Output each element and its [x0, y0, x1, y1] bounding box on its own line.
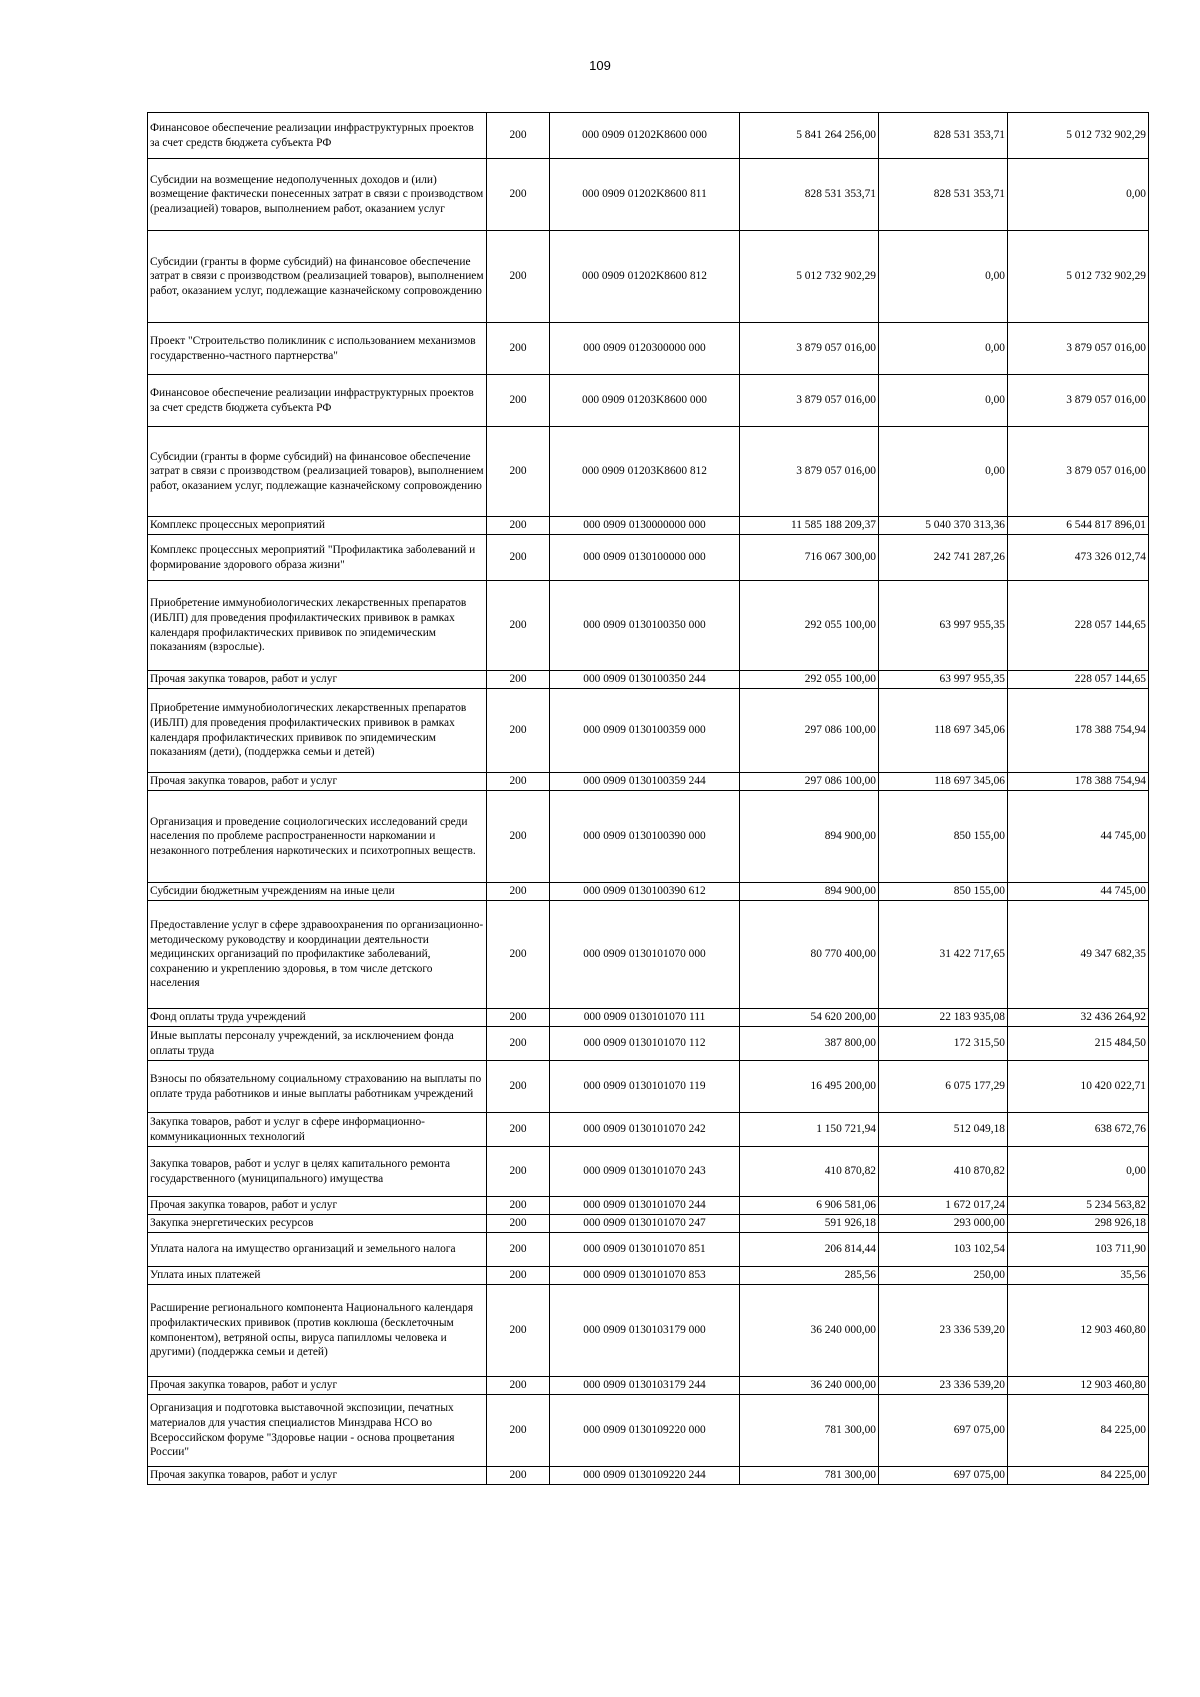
table-row: [148, 1233, 1149, 1267]
row-code: 200: [487, 535, 550, 581]
row-code: 200: [487, 1233, 550, 1267]
row-executed: 23 336 539,20: [879, 1285, 1008, 1377]
row-unexecuted: 44 745,00: [1008, 791, 1149, 883]
row-code: 200: [487, 1377, 550, 1395]
table-row: [148, 113, 1149, 159]
row-code: 200: [487, 671, 550, 689]
row-classification: 000 0909 0130100000 000: [550, 535, 740, 581]
row-executed: 242 741 287,26: [879, 535, 1008, 581]
row-executed: 850 155,00: [879, 883, 1008, 901]
row-name: Прочая закупка товаров, работ и услуг: [148, 671, 487, 689]
row-unexecuted: 84 225,00: [1008, 1395, 1149, 1467]
table-row: [148, 1027, 1149, 1061]
row-executed: 250,00: [879, 1267, 1008, 1285]
row-approved: 894 900,00: [740, 883, 879, 901]
row-classification: 000 0909 0130103179 244: [550, 1377, 740, 1395]
table-row: [148, 159, 1149, 231]
row-classification: 000 0909 0130100350 244: [550, 671, 740, 689]
row-name: Прочая закупка товаров, работ и услуг: [148, 1377, 487, 1395]
table-row: [148, 1147, 1149, 1197]
row-classification: 000 0909 0130101070 244: [550, 1197, 740, 1215]
table-row: [148, 517, 1149, 535]
row-code: 200: [487, 231, 550, 323]
row-classification: 000 0909 0130101070 119: [550, 1061, 740, 1113]
row-name: Закупка товаров, работ и услуг в целях капитального ремонта государственного (муниципального) имущества: [148, 1147, 487, 1197]
row-approved: 591 926,18: [740, 1215, 879, 1233]
row-code: 200: [487, 883, 550, 901]
row-approved: 16 495 200,00: [740, 1061, 879, 1113]
row-approved: 11 585 188 209,37: [740, 517, 879, 535]
row-name: Финансовое обеспечение реализации инфраструктурных проектов за счет средств бюджета субъекта РФ: [148, 375, 487, 427]
row-classification: 000 0909 0130101070 112: [550, 1027, 740, 1061]
row-name: Закупка энергетических ресурсов: [148, 1215, 487, 1233]
row-executed: 0,00: [879, 375, 1008, 427]
row-classification: 000 0909 01202K8600 811: [550, 159, 740, 231]
row-name: Приобретение иммунобиологических лекарственных препаратов (ИБЛП) для проведения профилактических прививок в рамках календаря профилактических прививок по эпидемическим показаниям (дети), (поддержка семьи и детей): [148, 689, 487, 773]
row-code: 200: [487, 427, 550, 517]
row-name: Субсидии (гранты в форме субсидий) на финансовое обеспечение затрат в связи с производством (реализацией товаров), выполнением работ, оказанием услуг, подлежащие казначейскому сопровождению: [148, 427, 487, 517]
row-classification: 000 0909 0130100390 612: [550, 883, 740, 901]
row-unexecuted: 638 672,76: [1008, 1113, 1149, 1147]
row-executed: 63 997 955,35: [879, 581, 1008, 671]
row-executed: 23 336 539,20: [879, 1377, 1008, 1395]
row-classification: 000 0909 0130109220 000: [550, 1395, 740, 1467]
row-classification: 000 0909 0130100390 000: [550, 791, 740, 883]
row-approved: 297 086 100,00: [740, 773, 879, 791]
row-name: Уплата иных платежей: [148, 1267, 487, 1285]
row-name: Взносы по обязательному социальному страхованию на выплаты по оплате труда работников и иные выплаты работникам учреждений: [148, 1061, 487, 1113]
row-approved: 3 879 057 016,00: [740, 323, 879, 375]
table-row: [148, 1267, 1149, 1285]
row-executed: 410 870,82: [879, 1147, 1008, 1197]
row-name: Организация и подготовка выставочной экспозиции, печатных материалов для участия специалистов Минздрава НСО во Всероссийском форуме "Здоровье нации - основа процветания России": [148, 1395, 487, 1467]
row-executed: 512 049,18: [879, 1113, 1008, 1147]
row-approved: 1 150 721,94: [740, 1113, 879, 1147]
table-row: [148, 1395, 1149, 1467]
row-approved: 297 086 100,00: [740, 689, 879, 773]
row-unexecuted: 0,00: [1008, 159, 1149, 231]
table-row: [148, 1467, 1149, 1485]
table-row: [148, 1061, 1149, 1113]
row-approved: 285,56: [740, 1267, 879, 1285]
table-row: [148, 1285, 1149, 1377]
row-code: 200: [487, 159, 550, 231]
row-classification: 000 0909 0130100359 000: [550, 689, 740, 773]
row-unexecuted: 10 420 022,71: [1008, 1061, 1149, 1113]
row-code: 200: [487, 1285, 550, 1377]
row-approved: 894 900,00: [740, 791, 879, 883]
row-approved: 781 300,00: [740, 1467, 879, 1485]
row-executed: 0,00: [879, 323, 1008, 375]
table-row: [148, 1197, 1149, 1215]
table-row: [148, 791, 1149, 883]
row-name: Приобретение иммунобиологических лекарственных препаратов (ИБЛП) для проведения профилактических прививок в рамках календаря профилактических прививок по эпидемическим показаниям (взрослые).: [148, 581, 487, 671]
table-row: [148, 375, 1149, 427]
row-name: Фонд оплаты труда учреждений: [148, 1009, 487, 1027]
row-unexecuted: 44 745,00: [1008, 883, 1149, 901]
row-executed: 22 183 935,08: [879, 1009, 1008, 1027]
row-code: 200: [487, 1215, 550, 1233]
row-code: 200: [487, 773, 550, 791]
row-name: Организация и проведение социологических исследований среди населения по проблеме распространенности наркомании и незаконного потребления наркотических и психотропных веществ.: [148, 791, 487, 883]
row-unexecuted: 178 388 754,94: [1008, 773, 1149, 791]
table-row: [148, 1009, 1149, 1027]
table-row: [148, 323, 1149, 375]
row-code: 200: [487, 1197, 550, 1215]
row-executed: 828 531 353,71: [879, 159, 1008, 231]
row-unexecuted: 3 879 057 016,00: [1008, 323, 1149, 375]
row-classification: 000 0909 0130103179 000: [550, 1285, 740, 1377]
row-name: Уплата налога на имущество организаций и земельного налога: [148, 1233, 487, 1267]
row-name: Субсидии на возмещение недополученных доходов и (или) возмещение фактически понесенных затрат в связи с производством (реализацией) товаров, выполнением работ, оказанием услуг: [148, 159, 487, 231]
row-name: Проект "Строительство поликлиник с использованием механизмов государственно-частного партнерства": [148, 323, 487, 375]
row-approved: 716 067 300,00: [740, 535, 879, 581]
row-code: 200: [487, 1147, 550, 1197]
row-executed: 5 040 370 313,36: [879, 517, 1008, 535]
row-unexecuted: 12 903 460,80: [1008, 1285, 1149, 1377]
table-row: [148, 671, 1149, 689]
row-name: Субсидии бюджетным учреждениям на иные цели: [148, 883, 487, 901]
row-classification: 000 0909 0130101070 247: [550, 1215, 740, 1233]
row-classification: 000 0909 0130000000 000: [550, 517, 740, 535]
table-row: [148, 1215, 1149, 1233]
table-row: [148, 901, 1149, 1009]
row-approved: 6 906 581,06: [740, 1197, 879, 1215]
row-classification: 000 0909 0130101070 000: [550, 901, 740, 1009]
row-classification: 000 0909 01203K8600 000: [550, 375, 740, 427]
row-executed: 6 075 177,29: [879, 1061, 1008, 1113]
row-unexecuted: 0,00: [1008, 1147, 1149, 1197]
row-executed: 850 155,00: [879, 791, 1008, 883]
row-approved: 387 800,00: [740, 1027, 879, 1061]
table-row: [148, 427, 1149, 517]
table-row: [148, 773, 1149, 791]
row-name: Предоставление услуг в сфере здравоохранения по организационно-методическому руководству и координации деятельности медицинских организаций по профилактике заболеваний, сохранению и укреплению здоровья, в том числе детского населения: [148, 901, 487, 1009]
row-approved: 5 012 732 902,29: [740, 231, 879, 323]
row-classification: 000 0909 0130101070 242: [550, 1113, 740, 1147]
row-approved: 206 814,44: [740, 1233, 879, 1267]
row-executed: 31 422 717,65: [879, 901, 1008, 1009]
row-executed: 828 531 353,71: [879, 113, 1008, 159]
row-classification: 000 0909 0130101070 853: [550, 1267, 740, 1285]
row-unexecuted: 35,56: [1008, 1267, 1149, 1285]
row-unexecuted: 12 903 460,80: [1008, 1377, 1149, 1395]
row-approved: 54 620 200,00: [740, 1009, 879, 1027]
row-name: Финансовое обеспечение реализации инфраструктурных проектов за счет средств бюджета субъекта РФ: [148, 113, 487, 159]
row-executed: 697 075,00: [879, 1395, 1008, 1467]
row-name: Прочая закупка товаров, работ и услуг: [148, 1197, 487, 1215]
row-executed: 172 315,50: [879, 1027, 1008, 1061]
row-approved: 5 841 264 256,00: [740, 113, 879, 159]
row-code: 200: [487, 1467, 550, 1485]
row-unexecuted: 5 012 732 902,29: [1008, 113, 1149, 159]
row-name: Расширение регионального компонента Национального календаря профилактических прививок (против коклюша (бесклеточным компонентом), ветряной оспы, вируса папилломы человека и другими) (поддержка семьи и детей): [148, 1285, 487, 1377]
row-classification: 000 0909 0130101070 851: [550, 1233, 740, 1267]
row-classification: 000 0909 0130101070 111: [550, 1009, 740, 1027]
row-approved: 410 870,82: [740, 1147, 879, 1197]
row-unexecuted: 215 484,50: [1008, 1027, 1149, 1061]
row-name: Иные выплаты персоналу учреждений, за исключением фонда оплаты труда: [148, 1027, 487, 1061]
row-name: Комплекс процессных мероприятий: [148, 517, 487, 535]
row-code: 200: [487, 791, 550, 883]
row-name: Закупка товаров, работ и услуг в сфере информационно-коммуникационных технологий: [148, 1113, 487, 1147]
row-executed: 0,00: [879, 427, 1008, 517]
table-body: [148, 113, 1149, 1485]
row-unexecuted: 298 926,18: [1008, 1215, 1149, 1233]
row-executed: 103 102,54: [879, 1233, 1008, 1267]
row-code: 200: [487, 1061, 550, 1113]
row-classification: 000 0909 01202K8600 000: [550, 113, 740, 159]
row-classification: 000 0909 0120300000 000: [550, 323, 740, 375]
row-unexecuted: 5 234 563,82: [1008, 1197, 1149, 1215]
row-code: 200: [487, 1009, 550, 1027]
row-code: 200: [487, 113, 550, 159]
table-row: [148, 231, 1149, 323]
row-code: 200: [487, 1113, 550, 1147]
row-name: Прочая закупка товаров, работ и услуг: [148, 1467, 487, 1485]
row-unexecuted: 49 347 682,35: [1008, 901, 1149, 1009]
row-name: Комплекс процессных мероприятий "Профилактика заболеваний и формирование здорового образа жизни": [148, 535, 487, 581]
row-executed: 0,00: [879, 231, 1008, 323]
row-code: 200: [487, 1267, 550, 1285]
row-executed: 118 697 345,06: [879, 689, 1008, 773]
row-approved: 3 879 057 016,00: [740, 375, 879, 427]
row-classification: 000 0909 01202K8600 812: [550, 231, 740, 323]
row-approved: 292 055 100,00: [740, 581, 879, 671]
row-unexecuted: 228 057 144,65: [1008, 671, 1149, 689]
table-row: [148, 581, 1149, 671]
row-unexecuted: 473 326 012,74: [1008, 535, 1149, 581]
row-code: 200: [487, 1395, 550, 1467]
row-code: 200: [487, 323, 550, 375]
table-row: [148, 535, 1149, 581]
row-executed: 1 672 017,24: [879, 1197, 1008, 1215]
row-approved: 80 770 400,00: [740, 901, 879, 1009]
row-code: 200: [487, 375, 550, 427]
table-row: [148, 1113, 1149, 1147]
row-code: 200: [487, 517, 550, 535]
row-unexecuted: 5 012 732 902,29: [1008, 231, 1149, 323]
row-unexecuted: 178 388 754,94: [1008, 689, 1149, 773]
row-approved: 828 531 353,71: [740, 159, 879, 231]
row-unexecuted: 228 057 144,65: [1008, 581, 1149, 671]
row-approved: 292 055 100,00: [740, 671, 879, 689]
row-unexecuted: 6 544 817 896,01: [1008, 517, 1149, 535]
row-executed: 63 997 955,35: [879, 671, 1008, 689]
row-approved: 781 300,00: [740, 1395, 879, 1467]
row-name: Прочая закупка товаров, работ и услуг: [148, 773, 487, 791]
row-classification: 000 0909 0130109220 244: [550, 1467, 740, 1485]
row-unexecuted: 3 879 057 016,00: [1008, 427, 1149, 517]
row-approved: 36 240 000,00: [740, 1377, 879, 1395]
row-code: 200: [487, 581, 550, 671]
row-approved: 3 879 057 016,00: [740, 427, 879, 517]
row-name: Субсидии (гранты в форме субсидий) на финансовое обеспечение затрат в связи с производством (реализацией товаров), выполнением работ, оказанием услуг, подлежащие казначейскому сопровождению: [148, 231, 487, 323]
row-unexecuted: 103 711,90: [1008, 1233, 1149, 1267]
row-code: 200: [487, 689, 550, 773]
table-row: [148, 1377, 1149, 1395]
row-executed: 293 000,00: [879, 1215, 1008, 1233]
table-row: [148, 883, 1149, 901]
row-executed: 118 697 345,06: [879, 773, 1008, 791]
table-row: [148, 689, 1149, 773]
page-number: 109: [589, 58, 611, 73]
row-classification: 000 0909 0130101070 243: [550, 1147, 740, 1197]
row-classification: 000 0909 0130100350 000: [550, 581, 740, 671]
row-executed: 697 075,00: [879, 1467, 1008, 1485]
row-unexecuted: 84 225,00: [1008, 1467, 1149, 1485]
row-approved: 36 240 000,00: [740, 1285, 879, 1377]
row-code: 200: [487, 901, 550, 1009]
row-classification: 000 0909 0130100359 244: [550, 773, 740, 791]
row-unexecuted: 32 436 264,92: [1008, 1009, 1149, 1027]
budget-execution-table: [147, 112, 1149, 1485]
row-classification: 000 0909 01203K8600 812: [550, 427, 740, 517]
row-code: 200: [487, 1027, 550, 1061]
row-unexecuted: 3 879 057 016,00: [1008, 375, 1149, 427]
